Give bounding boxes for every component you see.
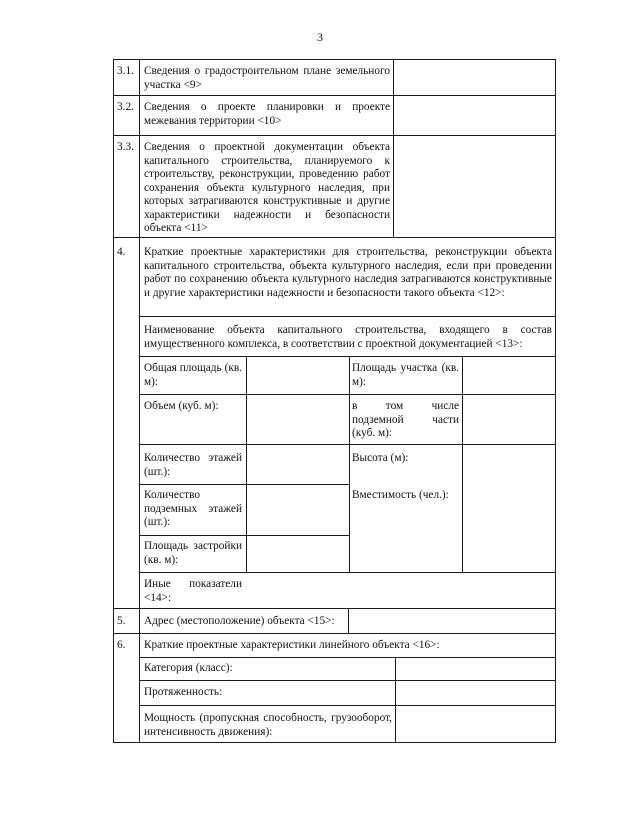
field-address[interactable] <box>349 609 555 633</box>
label-total-area: Общая площадь (кв. м): <box>144 362 242 388</box>
field-capacity[interactable] <box>463 485 555 572</box>
label-project-docs: Сведения о проектной документации объекта капитального строительства, планируемого к строительству, реконструкции, проведению работ сохранения объекта культурного наследия, при которых затрагиваются конструктивные и другие характеристики надежности и безопасности объекта <11> <box>144 141 390 234</box>
label-project-characteristics: Краткие проектные характеристики для строительства, реконструкции объекта капитального строительства, объекта культурного наследия, если при проведении работ по сохранению объекта культурного наследия затрагиваются конструктивные и другие характеристики надежности и безопасности такого объекта <12>: <box>144 246 552 299</box>
label-category: Категория (класс): <box>144 662 233 674</box>
field-length[interactable] <box>396 681 555 705</box>
row-number-4: 4. <box>117 246 126 258</box>
field-planning-project[interactable] <box>394 96 555 135</box>
field-power[interactable] <box>396 706 555 742</box>
label-linear-characteristics: Краткие проектные характеристики линейного объекта <16>: <box>144 639 440 651</box>
field-plot-area[interactable] <box>463 357 555 394</box>
label-power: Мощность (пропускная способность, грузооборот, интенсивность движения): <box>144 712 392 738</box>
field-volume[interactable] <box>247 395 349 444</box>
label-volume: Объем (куб. м): <box>144 400 219 412</box>
field-height[interactable] <box>463 445 555 484</box>
label-capacity: Вместимость (чел.): <box>352 489 449 501</box>
label-floors: Количество этажей (шт.): <box>144 452 242 478</box>
row-number-3-2: 3.2. <box>117 101 134 113</box>
row-number-6: 6. <box>117 639 126 651</box>
field-total-area[interactable] <box>247 357 349 394</box>
label-height: Высота (м): <box>352 452 409 464</box>
field-built-area[interactable] <box>247 536 349 572</box>
page-number: 3 <box>317 30 323 44</box>
field-category[interactable] <box>396 658 555 680</box>
label-plot-area: Площадь участка (кв. м): <box>352 362 459 388</box>
label-planning-project: Сведения о проекте планировки и проекте межевания территории <10> <box>144 101 390 127</box>
field-floors[interactable] <box>247 445 349 484</box>
label-underground-volume: в том числе подземной части (куб. м): <box>352 400 459 439</box>
label-address: Адрес (местоположение) объекта <15>: <box>144 615 335 627</box>
label-built-area: Площадь застройки (кв. м): <box>144 540 242 566</box>
label-length: Протяженность: <box>144 686 223 698</box>
row-number-3-1: 3.1. <box>117 65 134 77</box>
field-underground-volume[interactable] <box>463 395 555 444</box>
field-underground-floors[interactable] <box>247 485 349 535</box>
row-number-3-3: 3.3. <box>117 141 134 153</box>
field-gradplan[interactable] <box>394 60 555 95</box>
field-other-indicators[interactable] <box>247 573 555 608</box>
row-number-5: 5. <box>117 615 126 627</box>
field-project-docs[interactable] <box>394 136 555 237</box>
label-gradplan: Сведения о градостроительном плане земельного участка <9> <box>144 65 390 91</box>
label-object-name: Наименование объекта капитального строительства, входящего в состав имущественного комплекса, в соответствии с проектной документацией <13>: <box>144 324 552 350</box>
label-underground-floors: Количество подземных этажей (шт.): <box>144 489 242 528</box>
label-other-indicators: Иные показатели <14>: <box>144 578 242 604</box>
